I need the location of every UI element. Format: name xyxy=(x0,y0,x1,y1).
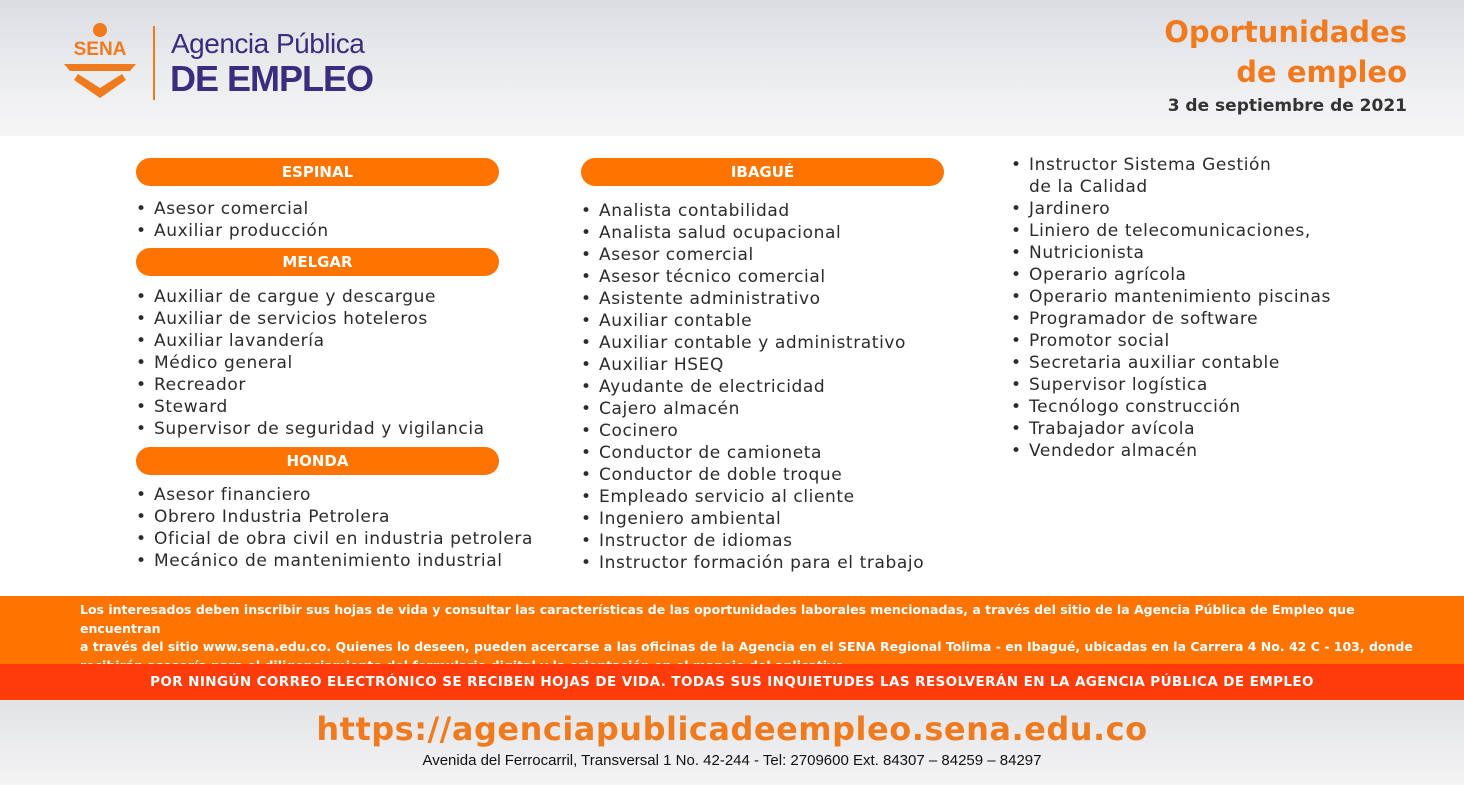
publication-date: 3 de septiembre de 2021 xyxy=(1167,96,1407,116)
job-item: • Trabajador avícola xyxy=(1011,418,1331,440)
job-item: • Instructor Sistema Gestión xyxy=(1011,154,1331,176)
logo-divider xyxy=(153,26,155,100)
job-item: • Auxiliar producción xyxy=(136,220,329,242)
job-item: • Analista salud ocupacional xyxy=(581,222,924,244)
job-item: • Supervisor de seguridad y vigilancia xyxy=(136,418,485,440)
job-item: • Supervisor logística xyxy=(1011,374,1331,396)
job-item: • Nutricionista xyxy=(1011,242,1331,264)
job-item: • Operario agrícola xyxy=(1011,264,1331,286)
job-item: • Asesor financiero xyxy=(136,484,533,506)
job-list-melgar xyxy=(136,286,485,440)
agency-name-line1: Agencia Pública xyxy=(171,28,365,59)
page-title-line2: de empleo xyxy=(1236,55,1407,89)
job-item: • Médico general xyxy=(136,352,485,374)
job-item: • Asistente administrativo xyxy=(581,288,924,310)
job-item: • Auxiliar lavandería xyxy=(136,330,485,352)
job-list-espinal xyxy=(136,198,329,242)
job-item: • Asesor comercial xyxy=(136,198,329,220)
job-item: • Vendedor almacén xyxy=(1011,440,1331,462)
job-item: • Ayudante de electricidad xyxy=(581,376,924,398)
job-item: • Instructor de idiomas xyxy=(581,530,924,552)
section-header-ibague: IBAGUÉ xyxy=(581,158,944,186)
job-item: de la Calidad xyxy=(1029,177,1148,197)
contact-address: Avenida del Ferrocarril, Transversal 1 No. 42-244 - Tel: 2709600 Ext. 84307 – 84259 – 84297 xyxy=(422,752,1042,769)
job-list-honda xyxy=(136,484,533,572)
job-item: • Tecnólogo construcción xyxy=(1011,396,1331,418)
warning-banner: POR NINGÚN CORREO ELECTRÓNICO SE RECIBEN HOJAS DE VIDA. TODAS SUS INQUIETUDES LAS RESOLVERÁN EN LA AGENCIA PÚBLICA DE EMPLEO xyxy=(0,664,1464,700)
notice-line-2: a través del sitio www.sena.edu.co. Quienes lo deseen, pueden acercarse a las oficinas de la Agencia en el SENA Regional Tolima - en Ibagué, ubicadas en la Carrera 4 No. 42 C - 103, donde xyxy=(80,639,1413,654)
job-item: • Analista contabilidad xyxy=(581,200,924,222)
sena-logo-text: SENA xyxy=(73,39,127,60)
job-list-ibague-continued xyxy=(1011,154,1331,462)
website-url-link[interactable]: https://agenciapublicadeempleo.sena.edu.co xyxy=(316,710,1148,748)
job-item: • Instructor formación para el trabajo xyxy=(581,552,924,574)
job-item: • Conductor de camioneta xyxy=(581,442,924,464)
job-item: • Liniero de telecomunicaciones, xyxy=(1011,220,1331,242)
agency-name-line2: DE EMPLEO xyxy=(170,58,374,99)
page-title-line1: Oportunidades xyxy=(1164,15,1407,49)
job-item: • Auxiliar HSEQ xyxy=(581,354,924,376)
section-header-melgar: MELGAR xyxy=(136,248,499,276)
job-item: • Cajero almacén xyxy=(581,398,924,420)
job-item: • Recreador xyxy=(136,374,485,396)
job-item: • Mecánico de mantenimiento industrial xyxy=(136,550,533,572)
job-item: • Obrero Industria Petrolera xyxy=(136,506,533,528)
job-item: • Programador de software xyxy=(1011,308,1331,330)
job-item: • Auxiliar de cargue y descargue xyxy=(136,286,485,308)
job-item: • Ingeniero ambiental xyxy=(581,508,924,530)
section-header-honda: HONDA xyxy=(136,447,499,475)
job-list-ibague xyxy=(581,200,924,574)
job-item: • Promotor social xyxy=(1011,330,1331,352)
section-header-espinal: ESPINAL xyxy=(136,158,499,186)
job-item: • Oficial de obra civil en industria petrolera xyxy=(136,528,533,550)
job-item: • Auxiliar contable y administrativo xyxy=(581,332,924,354)
notice-line-1: Los interesados deben inscribir sus hojas de vida y consultar las características de las oportunidades laborales mencionadas, a través del sitio de la Agencia Pública de Empleo que encuentran xyxy=(80,602,1355,636)
job-item: • Operario mantenimiento piscinas xyxy=(1011,286,1331,308)
job-item: • Asesor comercial xyxy=(581,244,924,266)
job-item: • Asesor técnico comercial xyxy=(581,266,924,288)
sena-logo-icon xyxy=(60,22,140,102)
job-item: • Conductor de doble troque xyxy=(581,464,924,486)
job-item: • Steward xyxy=(136,396,485,418)
job-item: • Jardinero xyxy=(1011,198,1331,220)
notice-banner xyxy=(0,596,1464,664)
job-item: • Secretaria auxiliar contable xyxy=(1011,352,1331,374)
job-item: • Auxiliar de servicios hoteleros xyxy=(136,308,485,330)
job-item: • Cocinero xyxy=(581,420,924,442)
job-item: • Auxiliar contable xyxy=(581,310,924,332)
job-item: • Empleado servicio al cliente xyxy=(581,486,924,508)
